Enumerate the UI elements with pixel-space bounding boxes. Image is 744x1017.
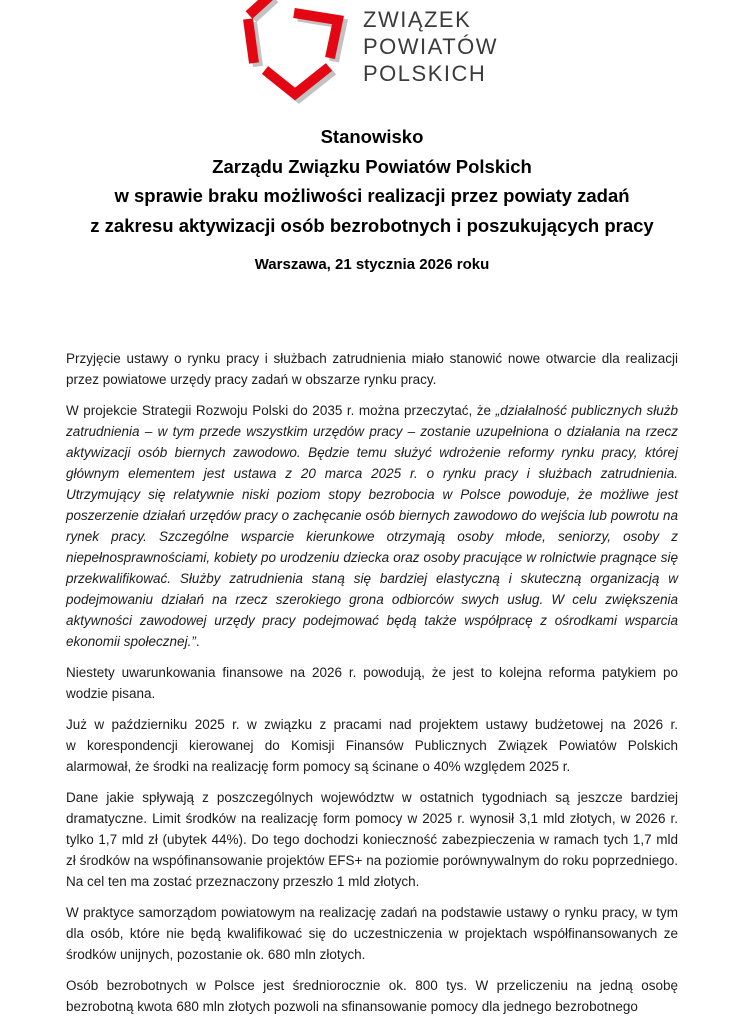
document-title-line-1: Stanowisko bbox=[320, 126, 424, 147]
paragraph-7: Osób bezrobotnych w Polsce jest średniorocznie ok. 800 tys. W przeliczeniu na jedną osobę bezrobotną kwota 680 mln złotych pozwoli na sfinansowanie pomocy dla jednego bezrobotnego bbox=[66, 978, 678, 1014]
document-title-line-2: Zarządu Związku Powiatów Polskich bbox=[212, 155, 532, 177]
paragraph-2-tail: . bbox=[195, 634, 200, 649]
paragraph-6: W praktyce samorządom powiatowym na realizację zadań na podstawie ustawy o rynku pracy, w tym dla osób, które nie będą kwalifikować się do uczestniczenia w projektach współfinansowanych ze środków unijnych, pozostanie ok. 680 mln złotych. bbox=[66, 905, 678, 962]
paragraph-4: Już w październiku 2025 r. w związku z pracami nad projektem ustawy budżetowej na 2026 r. w korespondencji kierowanej do Komisji Finansów Publicznych Związek Powiatów Polskich alarmował, że środki na realizację form pomocy są ścinane o 40% względem 2025 r. bbox=[66, 717, 678, 774]
paragraph-5: Dane jakie spływają z poszczególnych województw w ostatnich tygodniach są jeszcze bardziej dramatyczne. Limit środków na realizację form pomocy w 2025 r. wynosił 3,1 mld złotych, w 2026 r. tylko 1,7 mld zł (ubytek 44%). Do tego dochodzi konieczność zabezpieczenia w ramach tych 1,7 mld zł środków na wspófinansowanie projektów EFS+ na poziomie porównywalnym do roku poprzedniego. Na cel ten ma zostać przeznaczony przeszło 1 mld złotych. bbox=[66, 790, 678, 889]
paragraph-2 bbox=[66, 400, 678, 652]
document-header bbox=[0, 0, 744, 114]
document-title bbox=[0, 122, 744, 240]
paragraph-2-lead: W projekcie Strategii Rozwoju Polski do 2035 r. można przeczytać, że bbox=[66, 403, 496, 418]
strategy-quote: „działalność publicznych służb zatrudnienia – w tym przede wszystkim urzędów pracy – zostanie uzupełniona o działania na rzecz aktywizacji osób biernych zawodowo. Będzie temu służyć wdrożenie reformy rynku pracy, której głównym elementem jest ustawa z 20 marca 2025 r. o rynku pracy i służbach zatrudnienia. Utrzymujący się relatywnie niski poziom stopy bezrobocia w Polsce powoduje, że możliwe jest poszerzenie działań urzędów pracy o zachęcanie osób biernych zawodowo do wejścia lub powrotu na rynek pracy. Szczególne wsparcie kierunkowe otrzymają osoby młode, seniorzy, osoby z niepełnosprawnościami, kobiety po urodzeniu dziecka oraz osoby pracujące w rolnictwie pragnące się przekwalifikować. Służby zatrudnienia staną się bardziej elastyczną i skuteczną organizacją w podejmowaniu działań na rzecz szerokiego grona odbiorców swych usług. W celu zwiększenia aktywności zawodowej urzędy pracy podejmować będą także współpracę z ośrodkami wsparcia ekonomii społecznej.” bbox=[66, 403, 679, 649]
paragraph-3: Niestety uwarunkowania finansowe na 2026 r. powodują, że jest to kolejna reforma patykiem po wodzie pisana. bbox=[66, 665, 678, 701]
place-and-date: Warszawa, 21 stycznia 2026 roku bbox=[254, 256, 490, 273]
document-title-line-4: z zakresu aktywizacji osób bezrobotnych i poszukujących pracy bbox=[90, 214, 654, 236]
paragraph-1: Przyjęcie ustawy o rynku pracy i służbach zatrudnienia miało stanowić nowe otwarcie dla realizacji przez powiatowe urzędy pracy zadań w obszarze rynku pracy. bbox=[66, 351, 678, 387]
org-name-line: POLSKICH bbox=[363, 61, 487, 86]
org-name-line: POWIATÓW bbox=[363, 34, 499, 59]
org-name bbox=[363, 6, 498, 87]
zpp-logo-icon bbox=[236, 0, 360, 117]
org-name-line: ZWIĄZEK bbox=[363, 7, 472, 32]
document-body bbox=[66, 348, 678, 1017]
document-title-line-3: w sprawie braku możliwości realizacji przez powiaty zadań bbox=[114, 185, 630, 206]
